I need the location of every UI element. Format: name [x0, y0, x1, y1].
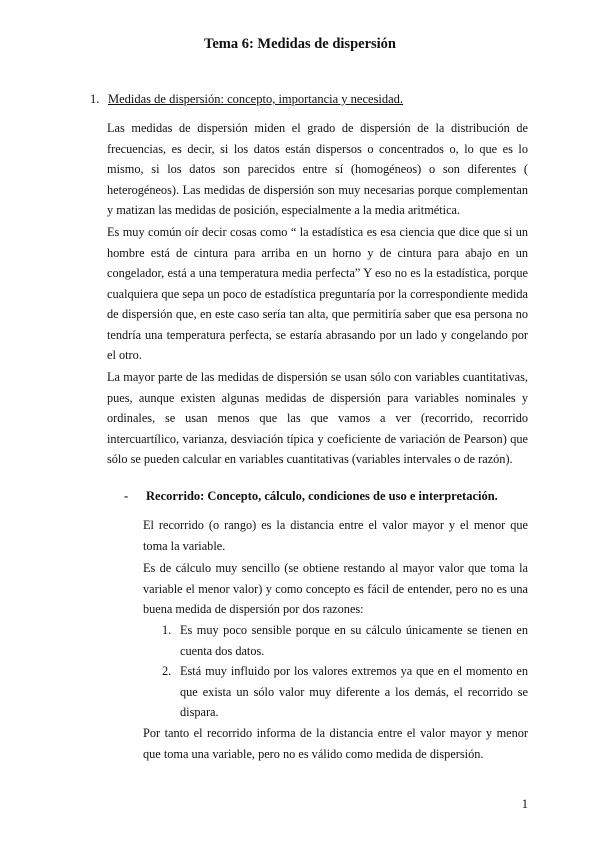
- page-title: Tema 6: Medidas de dispersión: [203, 36, 396, 52]
- list-item-text: Está muy influido por los valores extremos ya que en el momento en que exista un sólo valor muy diferente a los demás, el recorrido se dispara.: [180, 664, 528, 719]
- section-heading: [90, 92, 403, 107]
- section-number: 1.: [90, 92, 100, 106]
- subsection-bullet: -: [124, 489, 129, 503]
- list-item-marker: 2.: [162, 664, 172, 678]
- paragraph-example: Es muy común oír decir cosas como “ la estadística es esa ciencia que dice que si un hombre está de cintura para arriba en un horno y de cintura para abajo en un congelador, está a una temperatura media perfecta” Y eso no es la estadística, porque cualquiera que sepa un poco de estadística preguntaría por la correspondiente medida de dispersión que, en este caso sería tan alta, que permitiría saber que esa persona no tendría una temperatura perfecta, se estaría abrasando por un lado y congelando por el otro.: [107, 225, 528, 362]
- paragraph-conclusion: Por tanto el recorrido informa de la distancia entre el valor mayor y menor que toma una variable, pero no es válido como medida de dispersión.: [143, 726, 528, 761]
- paragraph-definition: Las medidas de dispersión miden el grado de dispersión de la distribución de frecuencias, es decir, si los datos están dispersos o concentrados o, lo que es lo mismo, si los datos son parecidos entre sí (homogéneos) o son diferentes ( heterogéneos). Las medidas de dispersión son muy necesarias porque complementan y matizan las medidas de posición, especialmente a la media aritmética.: [107, 121, 528, 217]
- list-item: [162, 620, 528, 661]
- list-item-text: Es muy poco sensible porque en su cálculo únicamente se tienen en cuenta dos datos.: [180, 623, 528, 658]
- subsection-heading: [124, 489, 498, 504]
- page-number: 1: [521, 797, 528, 811]
- subsection-heading-text: Recorrido: Concepto, cálculo, condiciones de uso e interpretación.: [146, 489, 498, 503]
- paragraph-range-calculation: Es de cálculo muy sencillo (se obtiene restando al mayor valor que toma la variable el menor valor) y como concepto es fácil de entender, pero no es una buena medida de dispersión por dos razones:: [143, 561, 528, 616]
- section-heading-text: Medidas de dispersión: concepto, importancia y necesidad.: [108, 92, 404, 106]
- paragraph-variables: La mayor parte de las medidas de dispersión se usan sólo con variables cuantitativas, pues, aunque existen algunas medidas de dispersión para variables nominales y ordinales, se usan menos que las que vamos a ver (recorrido, recorrido intercuartílico, varianza, desviación típica y coeficiente de variación de Pearson) que sólo se pueden calcular en variables cuantitativas (variables intervales o de razón).: [107, 370, 528, 466]
- list-item-marker: 1.: [162, 623, 172, 637]
- paragraph-range-definition: El recorrido (o rango) es la distancia entre el valor mayor y el menor que toma la variable.: [143, 518, 528, 553]
- reasons-list: [162, 620, 528, 723]
- list-item: [162, 661, 528, 723]
